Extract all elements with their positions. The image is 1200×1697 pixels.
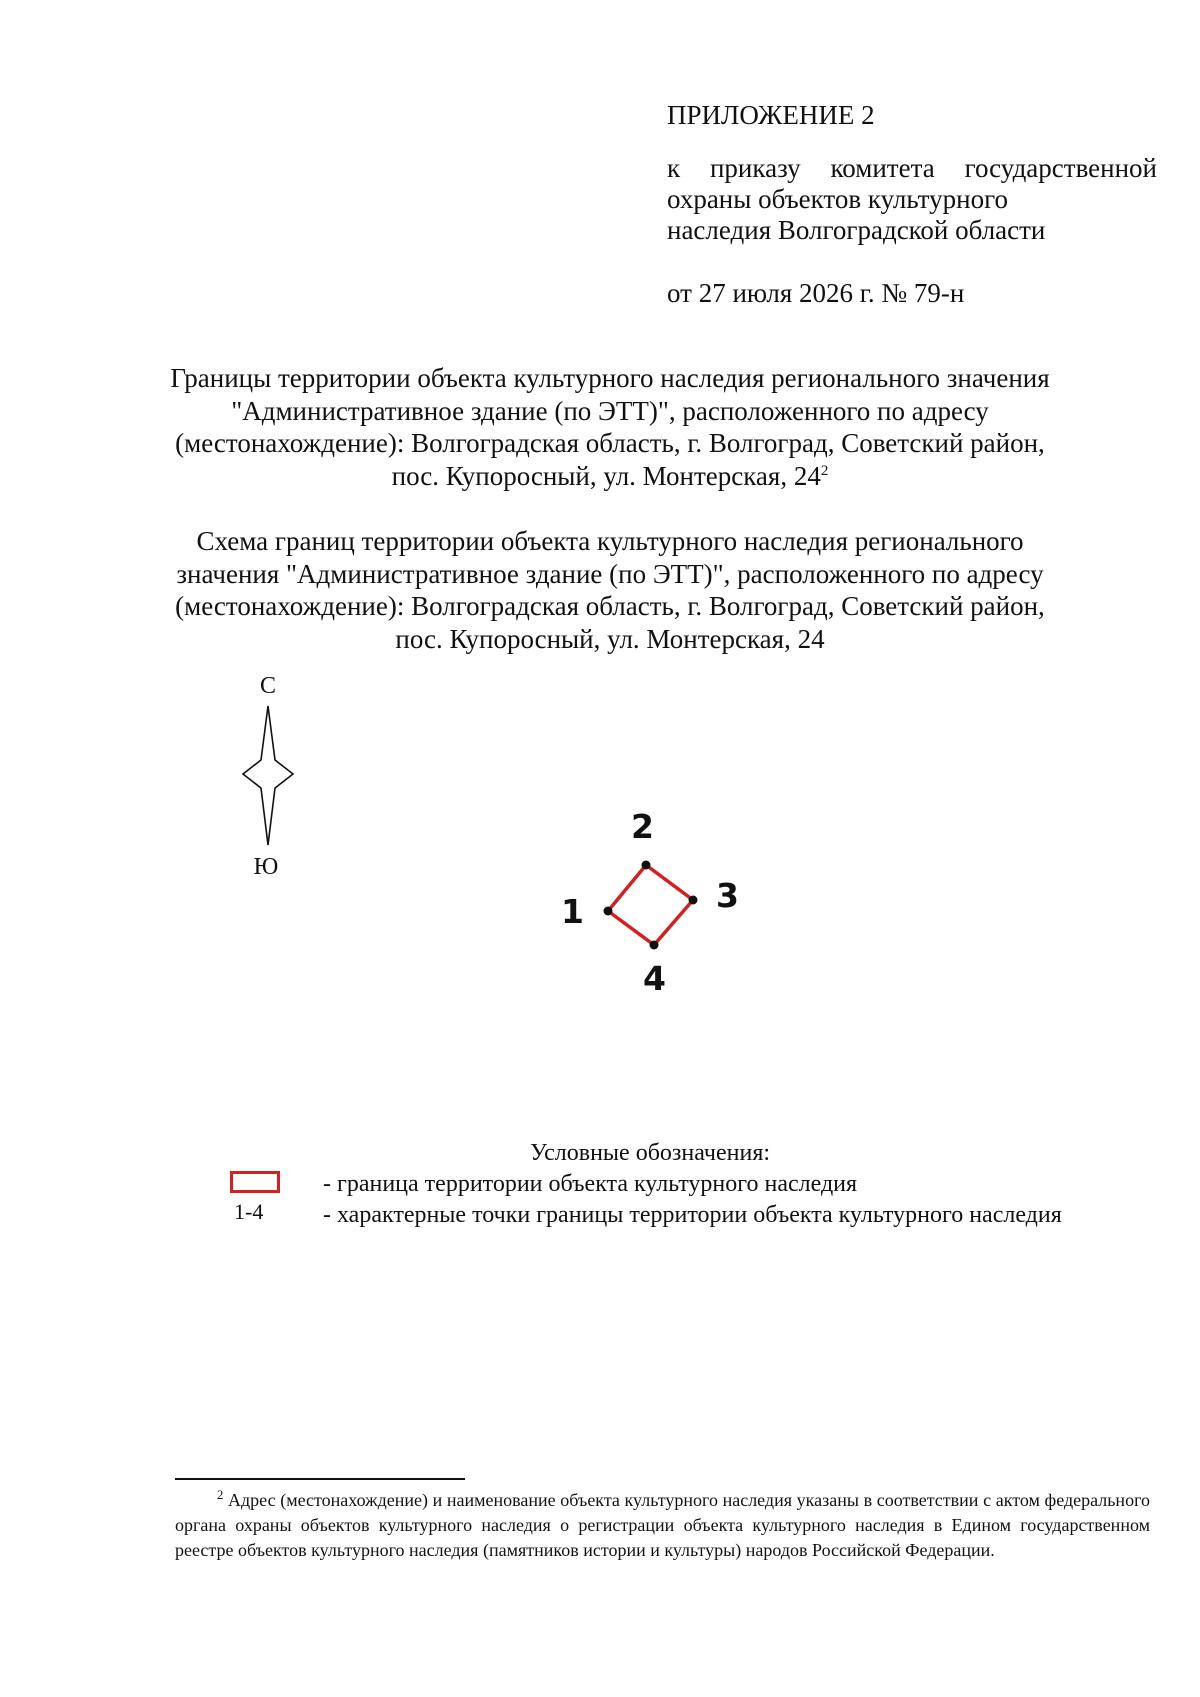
legend-points-symbol: 1-4 [234, 1199, 264, 1224]
footnote [175, 1488, 1150, 1563]
boundary-point-4 [650, 941, 659, 950]
footnote-divider [175, 1478, 465, 1480]
legend-points-text: - характерные точки границы территории объекта культурного наследия [323, 1202, 1062, 1228]
compass-south-label: Ю [253, 854, 279, 880]
scheme-heading-line-4: пос. Купоросный, ул. Монтерская, 24 [395, 623, 825, 654]
boundaries-heading-line-1: Границы территории объекта культурного наследия регионального значения [170, 363, 1050, 393]
scheme-heading-line-3: (местонахождение): Волгоградская область, г. Волгоград, Советский район, [175, 591, 1045, 621]
scheme-heading-line-1: Схема границ территории объекта культурного наследия регионального [196, 526, 1024, 556]
compass-rose-icon [243, 706, 293, 845]
footnote-reference: 2 [820, 462, 829, 479]
legend-boundary-text: - граница территории объекта культурного наследия [323, 1171, 858, 1197]
footnote-mark: 2 [216, 1487, 224, 1502]
order-line-3: наследия Волгоградской области [667, 215, 1046, 245]
boundary-point-1 [604, 907, 613, 916]
footnote-text: Адрес (местонахождение) и наименование объекта культурного наследия указаны в соответствии с актом федерального органа охраны объектов культурного наследия о регистрации объекта культурного наследия в Едином государственном реестре объектов культурного наследия (памятников истории и культуры) народов Российской Федерации. [175, 1490, 1151, 1560]
scheme-heading-line-2: значения "Административное здание (по ЭТТ)", расположенного по адресу [176, 558, 1044, 589]
legend-boundary-symbol [230, 1171, 280, 1193]
boundary-point-label-4: 4 [643, 959, 666, 998]
boundaries-heading-line-3: (местонахождение): Волгоградская область, г. Волгоград, Советский район, [175, 428, 1045, 458]
boundary-point-3 [689, 896, 698, 905]
boundaries-heading-line-2: "Административное здание (по ЭТТ)", расположенного по адресу [231, 395, 989, 426]
compass-north-label: С [259, 673, 276, 699]
order-line-1: к приказу комитета государственной [667, 153, 1157, 183]
appendix-title: ПРИЛОЖЕНИЕ 2 [667, 100, 875, 130]
boundary-point-label-2: 2 [631, 807, 654, 846]
boundaries-heading-line-4-text: пос. Купоросный, ул. Монтерская, 24 [391, 460, 821, 491]
boundary-point-label-3: 3 [716, 876, 739, 915]
legend-title: Условные обозначения: [530, 1140, 771, 1166]
boundary-point-label-1: 1 [561, 892, 584, 931]
order-date: от 27 июля 2026 г. № 79-н [667, 278, 965, 308]
boundary-polygon [608, 865, 693, 945]
order-line-2: охраны объектов культурного [667, 184, 1008, 214]
boundary-point-2 [642, 861, 651, 870]
